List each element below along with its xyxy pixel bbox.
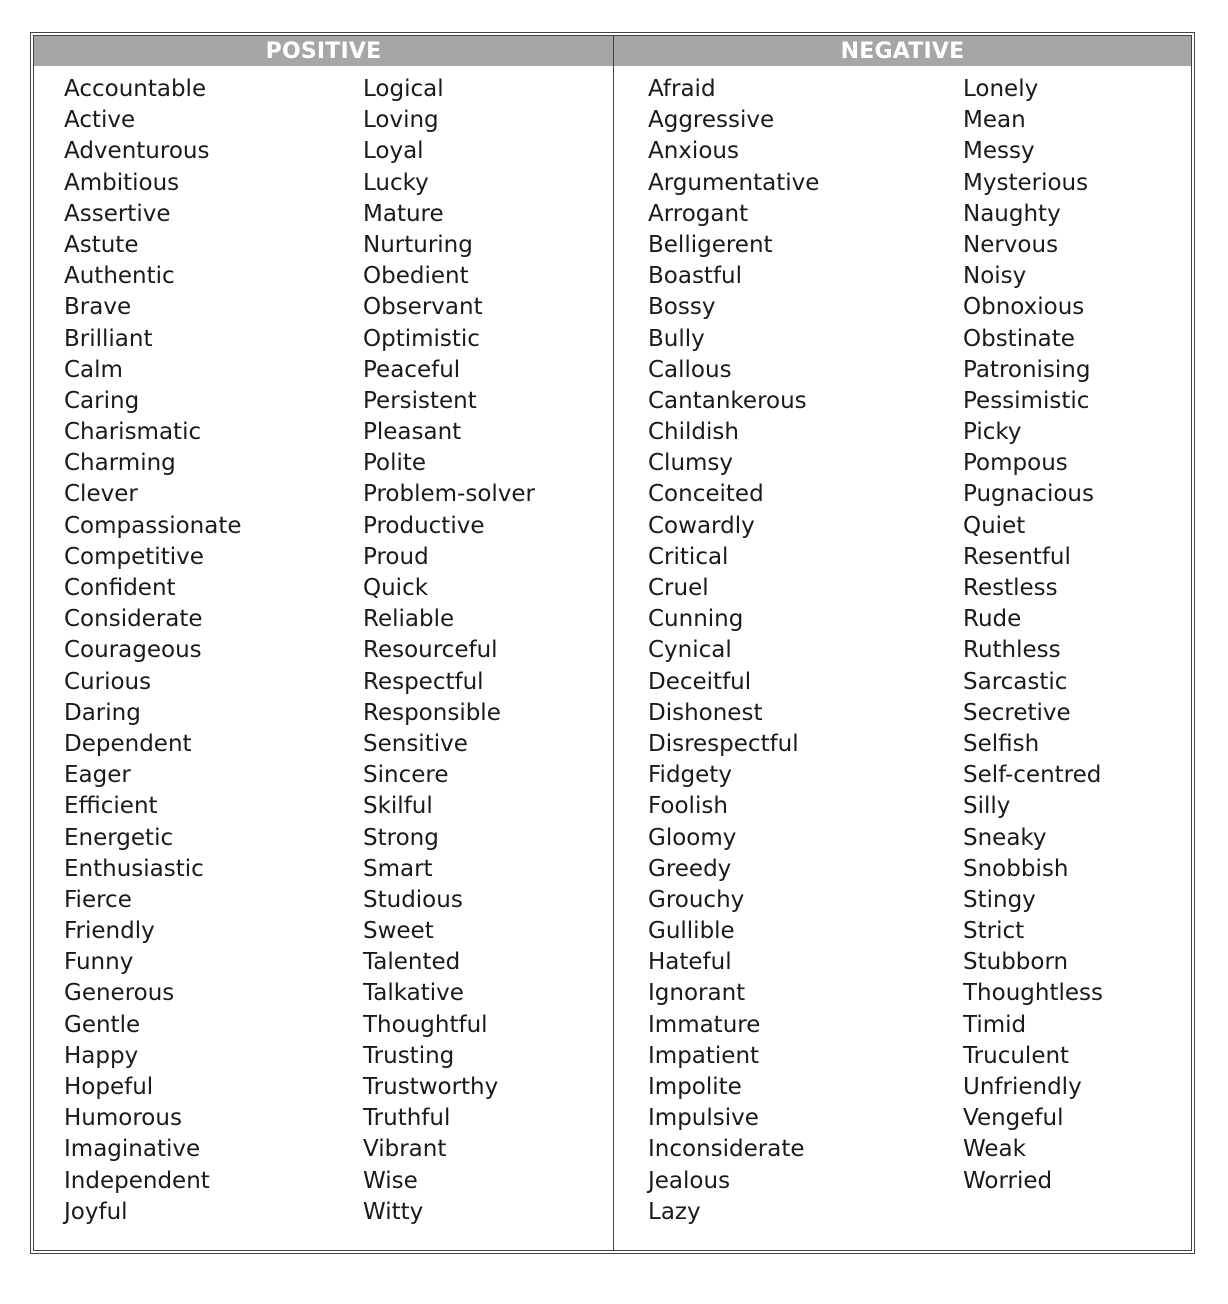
trait-word: Caring [64, 387, 140, 414]
trait-word: Snobbish [963, 855, 1069, 882]
trait-word: Secretive [963, 699, 1071, 726]
trait-word: Gullible [648, 918, 735, 945]
trait-word: Accountable [64, 76, 207, 102]
trait-word: Trustworthy [363, 1074, 499, 1100]
trait-word: Charismatic [64, 419, 202, 446]
trait-word: Sincere [363, 762, 449, 789]
trait-word: Joyful [64, 1198, 128, 1225]
trait-word: Skilful [363, 793, 433, 820]
trait-word: Hopeful [64, 1074, 154, 1100]
trait-word: Peaceful [363, 356, 461, 383]
trait-word: Observant [363, 294, 483, 321]
trait-word: Weak [963, 1136, 1026, 1163]
trait-word: Quiet [963, 512, 1026, 539]
trait-word: Silly [963, 793, 1011, 820]
trait-word: Belligerent [648, 231, 773, 258]
trait-word: Jealous [648, 1167, 731, 1194]
trait-word: Strict [963, 918, 1025, 945]
trait-word: Competitive [64, 543, 204, 570]
trait-word: Hateful [648, 949, 732, 976]
trait-word: Confident [64, 575, 176, 601]
trait-word: Noisy [963, 263, 1027, 290]
trait-word: Imaginative [64, 1136, 201, 1163]
trait-word: Impatient [648, 1042, 760, 1069]
trait-word: Nurturing [363, 231, 473, 258]
trait-word: Callous [648, 356, 732, 383]
trait-word: Timid [963, 1011, 1027, 1038]
trait-word: Assertive [64, 200, 171, 227]
trait-word: Childish [648, 419, 739, 446]
trait-word: Quick [363, 575, 429, 601]
trait-word: Critical [648, 543, 729, 570]
trait-word: Bossy [648, 294, 716, 321]
trait-word: Dependent [64, 730, 192, 757]
trait-word: Sweet [363, 918, 434, 945]
trait-word: Logical [363, 76, 444, 102]
trait-word: Astute [64, 231, 139, 258]
trait-word: Bully [648, 325, 705, 352]
trait-word: Proud [363, 543, 429, 570]
trait-word: Strong [363, 824, 439, 851]
trait-word: Problem-solver [363, 481, 535, 508]
trait-word: Boastful [648, 263, 743, 290]
trait-word: Lucky [363, 169, 429, 196]
trait-word: Obedient [363, 263, 469, 290]
trait-word: Gloomy [648, 824, 737, 851]
trait-word: Cruel [648, 575, 709, 601]
positive-column-1 [64, 74, 242, 1228]
trait-word: Fierce [64, 886, 132, 913]
traits-table [30, 32, 1195, 1254]
trait-word: Talkative [363, 980, 464, 1007]
trait-word: Impulsive [648, 1105, 759, 1132]
trait-word: Pompous [963, 450, 1068, 477]
trait-word: Stubborn [963, 949, 1069, 976]
trait-word: Deceitful [648, 668, 752, 695]
trait-word: Inconsiderate [648, 1136, 805, 1163]
trait-word: Studious [363, 886, 463, 913]
trait-word: Pleasant [363, 419, 462, 446]
trait-word: Cowardly [648, 512, 755, 539]
trait-word: Clever [64, 481, 138, 508]
trait-word: Respectful [363, 668, 484, 695]
trait-word: Stingy [963, 886, 1036, 913]
negative-column-1 [648, 74, 819, 1228]
trait-word: Humorous [64, 1105, 182, 1132]
trait-word: Loving [363, 107, 439, 134]
trait-word: Active [64, 107, 136, 134]
trait-word: Selfish [963, 730, 1040, 757]
trait-word: Sarcastic [963, 668, 1068, 695]
trait-word: Aggressive [648, 107, 775, 134]
trait-word: Brilliant [64, 325, 153, 352]
trait-word: Greedy [648, 855, 732, 882]
trait-word: Anxious [648, 138, 739, 165]
trait-word: Authentic [64, 263, 175, 290]
trait-word: Eager [64, 762, 131, 789]
trait-word: Clumsy [648, 450, 734, 477]
trait-word: Arrogant [648, 200, 749, 227]
trait-word: Ambitious [64, 169, 180, 196]
trait-word: Trusting [363, 1042, 455, 1069]
trait-word: Truculent [963, 1042, 1070, 1069]
trait-word: Cynical [648, 637, 732, 664]
trait-word: Polite [363, 450, 427, 477]
trait-word: Funny [64, 949, 134, 976]
trait-word: Pessimistic [963, 387, 1090, 414]
trait-word: Mature [363, 200, 444, 227]
trait-word: Conceited [648, 481, 764, 508]
trait-word: Self-centred [963, 762, 1102, 789]
trait-word: Brave [64, 294, 132, 321]
positive-column-2 [363, 74, 535, 1228]
trait-word: Cunning [648, 606, 744, 633]
trait-word: Argumentative [648, 169, 820, 196]
trait-word: Talented [363, 949, 461, 976]
trait-word: Reliable [363, 606, 455, 633]
negative-header: NEGATIVE [840, 39, 965, 64]
trait-word: Enthusiastic [64, 855, 204, 882]
trait-word: Responsible [363, 699, 501, 726]
trait-word: Thoughtful [363, 1011, 488, 1038]
trait-word: Smart [363, 855, 433, 882]
positive-header: POSITIVE [265, 39, 382, 64]
trait-word: Afraid [648, 76, 716, 102]
trait-word: Friendly [64, 918, 155, 945]
trait-word: Restless [963, 575, 1058, 601]
trait-word: Resentful [963, 543, 1071, 570]
trait-word: Independent [64, 1167, 210, 1194]
trait-word: Lazy [648, 1198, 701, 1225]
negative-column-2 [963, 74, 1103, 1197]
trait-word: Fidgety [648, 762, 732, 789]
trait-word: Impolite [648, 1074, 742, 1100]
trait-word: Picky [963, 419, 1022, 446]
traits-table-inner [33, 35, 1192, 1251]
trait-word: Vibrant [363, 1136, 447, 1163]
trait-word: Gentle [64, 1011, 141, 1038]
trait-word: Grouchy [648, 886, 745, 913]
trait-word: Thoughtless [963, 980, 1103, 1007]
trait-word: Charming [64, 450, 176, 477]
trait-word: Curious [64, 668, 152, 695]
trait-word: Obstinate [963, 325, 1075, 352]
trait-word: Witty [363, 1198, 424, 1225]
trait-word: Naughty [963, 200, 1061, 227]
trait-word: Cantankerous [648, 387, 807, 414]
trait-word: Foolish [648, 793, 728, 820]
trait-word: Loyal [363, 138, 424, 165]
trait-word: Wise [363, 1167, 418, 1194]
trait-word: Unfriendly [963, 1074, 1082, 1100]
trait-word: Worried [963, 1167, 1053, 1194]
trait-word: Mean [963, 107, 1026, 134]
trait-word: Dishonest [648, 699, 763, 726]
trait-word: Nervous [963, 231, 1059, 258]
trait-word: Obnoxious [963, 294, 1085, 321]
trait-word: Courageous [64, 637, 202, 664]
trait-word: Lonely [963, 76, 1039, 102]
trait-word: Resourceful [363, 637, 498, 664]
trait-word: Patronising [963, 356, 1091, 383]
trait-word: Rude [963, 606, 1022, 633]
trait-word: Immature [648, 1011, 761, 1038]
trait-word: Productive [363, 512, 485, 539]
trait-word: Truthful [363, 1105, 451, 1132]
trait-word: Compassionate [64, 512, 242, 539]
trait-word: Optimistic [363, 325, 480, 352]
trait-word: Calm [64, 356, 123, 383]
trait-word: Happy [64, 1042, 139, 1069]
trait-word: Pugnacious [963, 481, 1094, 508]
trait-word: Considerate [64, 606, 203, 633]
trait-word: Sneaky [963, 824, 1047, 851]
trait-word: Messy [963, 138, 1035, 165]
trait-word: Vengeful [963, 1105, 1064, 1132]
trait-word: Ignorant [648, 980, 746, 1007]
trait-word: Persistent [363, 387, 477, 414]
trait-word: Disrespectful [648, 730, 799, 757]
trait-word: Efficient [64, 793, 158, 820]
trait-word: Adventurous [64, 138, 210, 165]
column-divider [613, 36, 614, 1250]
trait-word: Sensitive [363, 730, 468, 757]
trait-word: Daring [64, 699, 141, 726]
trait-word: Ruthless [963, 637, 1061, 664]
trait-word: Generous [64, 980, 175, 1007]
trait-word: Mysterious [963, 169, 1089, 196]
trait-word: Energetic [64, 824, 174, 851]
